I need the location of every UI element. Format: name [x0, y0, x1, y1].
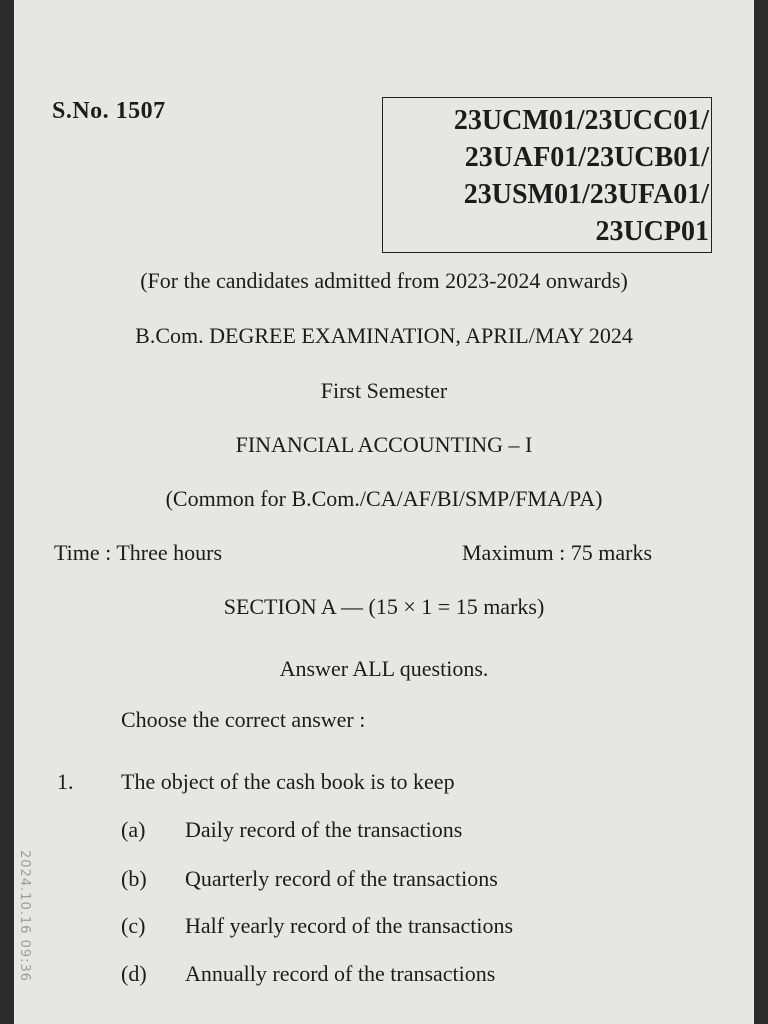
- option-text: Annually record of the transactions: [185, 961, 496, 986]
- course-code-line: 23UCP01: [595, 216, 709, 247]
- course-code-box: [382, 97, 712, 253]
- option-text: Daily record of the transactions: [185, 817, 463, 842]
- subject-title: FINANCIAL ACCOUNTING – I: [235, 432, 533, 457]
- degree-title: B.Com. DEGREE EXAMINATION, APRIL/MAY 2024: [135, 323, 633, 348]
- course-code-line: 23UAF01/23UCB01/: [464, 142, 709, 173]
- maximum-marks: Maximum : 75 marks: [462, 540, 653, 565]
- question-text: The object of the cash book is to keep: [121, 769, 455, 794]
- question-number: 1.: [57, 769, 74, 794]
- option-text: Half yearly record of the transactions: [185, 913, 514, 938]
- serial-number: S.No. 1507: [52, 98, 166, 124]
- sub-instruction: Choose the correct answer :: [121, 707, 366, 732]
- option-text: Quarterly record of the transactions: [185, 866, 498, 891]
- option-label: (a): [121, 817, 146, 842]
- common-for: (Common for B.Com./CA/AF/BI/SMP/FMA/PA): [165, 486, 603, 511]
- time-allowed: Time : Three hours: [54, 540, 223, 565]
- semester: First Semester: [320, 378, 448, 403]
- timestamp-watermark: 2024.10.16 09:36: [17, 850, 32, 983]
- option-label: (d): [121, 961, 147, 986]
- course-code-line: 23USM01/23UFA01/: [463, 179, 709, 210]
- eligibility-note: (For the candidates admitted from 2023-2024 onwards): [140, 268, 628, 293]
- section-title: SECTION A — (15 × 1 = 15 marks): [223, 594, 545, 619]
- option-label: (b): [121, 866, 147, 891]
- course-code-line: 23UCM01/23UCC01/: [453, 105, 709, 136]
- section-instruction: Answer ALL questions.: [279, 656, 489, 681]
- option-label: (c): [121, 913, 146, 938]
